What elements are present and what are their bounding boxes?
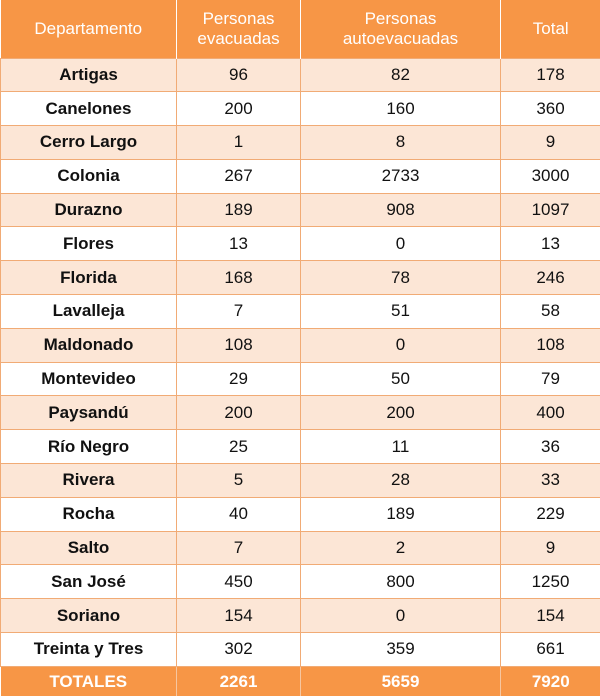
table-row <box>1 126 600 160</box>
cell-departamento: San José <box>1 565 177 599</box>
cell-total: 661 <box>501 633 600 667</box>
cell-total: 178 <box>501 58 600 92</box>
cell-autoevacuadas: 200 <box>301 396 501 430</box>
totals-evacuadas: 2261 <box>177 666 301 696</box>
table-footer <box>1 666 600 696</box>
cell-evacuadas: 7 <box>177 295 301 329</box>
header-total: Total <box>532 18 569 38</box>
cell-total: 3000 <box>501 159 600 193</box>
cell-evacuadas: 1 <box>177 126 301 160</box>
cell-autoevacuadas: 50 <box>301 362 501 396</box>
totals-autoevacuadas: 5659 <box>301 666 501 696</box>
cell-autoevacuadas: 908 <box>301 193 501 227</box>
table-row <box>1 261 600 295</box>
cell-departamento: Artigas <box>1 58 177 92</box>
table-row <box>1 464 600 498</box>
cell-evacuadas: 40 <box>177 497 301 531</box>
cell-total: 33 <box>501 464 600 498</box>
header-departamento: Departamento <box>1 0 177 58</box>
cell-evacuadas: 302 <box>177 633 301 667</box>
cell-evacuadas: 267 <box>177 159 301 193</box>
cell-total: 229 <box>501 497 600 531</box>
table-row <box>1 159 600 193</box>
cell-departamento: Flores <box>1 227 177 261</box>
cell-departamento: Soriano <box>1 599 177 633</box>
cell-autoevacuadas: 189 <box>301 497 501 531</box>
cell-autoevacuadas: 2 <box>301 531 501 565</box>
totals-total: 7920 <box>531 671 570 691</box>
table-row <box>1 362 600 396</box>
table-body <box>1 58 600 666</box>
cell-total: 79 <box>501 362 600 396</box>
table-row <box>1 328 600 362</box>
table-header <box>1 0 600 58</box>
cell-departamento: Río Negro <box>1 430 177 464</box>
cell-departamento: Treinta y Tres <box>1 633 177 667</box>
cell-autoevacuadas: 51 <box>301 295 501 329</box>
table-row <box>1 565 600 599</box>
cell-evacuadas: 154 <box>177 599 301 633</box>
table-row <box>1 497 600 531</box>
cell-autoevacuadas: 78 <box>301 261 501 295</box>
table-row <box>1 92 600 126</box>
cell-evacuadas: 13 <box>177 227 301 261</box>
cell-total: 58 <box>501 295 600 329</box>
cell-evacuadas: 96 <box>177 58 301 92</box>
cell-total: 36 <box>501 430 600 464</box>
table-row <box>1 227 600 261</box>
cell-evacuadas: 108 <box>177 328 301 362</box>
cell-departamento: Salto <box>1 531 177 565</box>
cell-autoevacuadas: 0 <box>301 227 501 261</box>
cell-autoevacuadas: 359 <box>301 633 501 667</box>
cell-evacuadas: 200 <box>177 396 301 430</box>
cell-autoevacuadas: 11 <box>301 430 501 464</box>
cell-autoevacuadas: 8 <box>301 126 501 160</box>
cell-departamento: Cerro Largo <box>1 126 177 160</box>
cell-departamento: Lavalleja <box>1 295 177 329</box>
cell-total: 246 <box>501 261 600 295</box>
cell-autoevacuadas: 2733 <box>301 159 501 193</box>
cell-departamento: Canelones <box>1 92 177 126</box>
cell-departamento: Colonia <box>1 159 177 193</box>
table-row <box>1 430 600 464</box>
cell-total: 9 <box>501 126 600 160</box>
table-row <box>1 633 600 667</box>
cell-total: 360 <box>501 92 600 126</box>
header-evacuadas: Personas evacuadas <box>177 0 301 58</box>
table-row <box>1 295 600 329</box>
table-row <box>1 396 600 430</box>
cell-total: 9 <box>501 531 600 565</box>
cell-evacuadas: 189 <box>177 193 301 227</box>
cell-total: 400 <box>501 396 600 430</box>
totals-label: TOTALES <box>1 666 177 696</box>
cell-evacuadas: 200 <box>177 92 301 126</box>
cell-evacuadas: 5 <box>177 464 301 498</box>
cell-total: 13 <box>501 227 600 261</box>
cell-total: 108 <box>501 328 600 362</box>
cell-departamento: Maldonado <box>1 328 177 362</box>
table-row <box>1 58 600 92</box>
cell-total: 154 <box>501 599 600 633</box>
table-row <box>1 599 600 633</box>
cell-departamento: Rocha <box>1 497 177 531</box>
header-row <box>1 0 600 58</box>
totals-row <box>1 666 600 696</box>
table-row <box>1 531 600 565</box>
cell-departamento: Durazno <box>1 193 177 227</box>
cell-departamento: Paysandú <box>1 396 177 430</box>
cell-evacuadas: 25 <box>177 430 301 464</box>
cell-departamento: Rivera <box>1 464 177 498</box>
cell-autoevacuadas: 160 <box>301 92 501 126</box>
header-autoevacuadas: Personas autoevacuadas <box>301 0 501 58</box>
cell-autoevacuadas: 0 <box>301 328 501 362</box>
cell-departamento: Florida <box>1 261 177 295</box>
cell-evacuadas: 7 <box>177 531 301 565</box>
cell-autoevacuadas: 82 <box>301 58 501 92</box>
cell-departamento: Montevideo <box>1 362 177 396</box>
cell-evacuadas: 29 <box>177 362 301 396</box>
cell-evacuadas: 168 <box>177 261 301 295</box>
cell-autoevacuadas: 800 <box>301 565 501 599</box>
cell-autoevacuadas: 28 <box>301 464 501 498</box>
table-row <box>1 193 600 227</box>
cell-evacuadas: 450 <box>177 565 301 599</box>
cell-total: 1250 <box>501 565 600 599</box>
cell-autoevacuadas: 0 <box>301 599 501 633</box>
cell-total: 1097 <box>501 193 600 227</box>
